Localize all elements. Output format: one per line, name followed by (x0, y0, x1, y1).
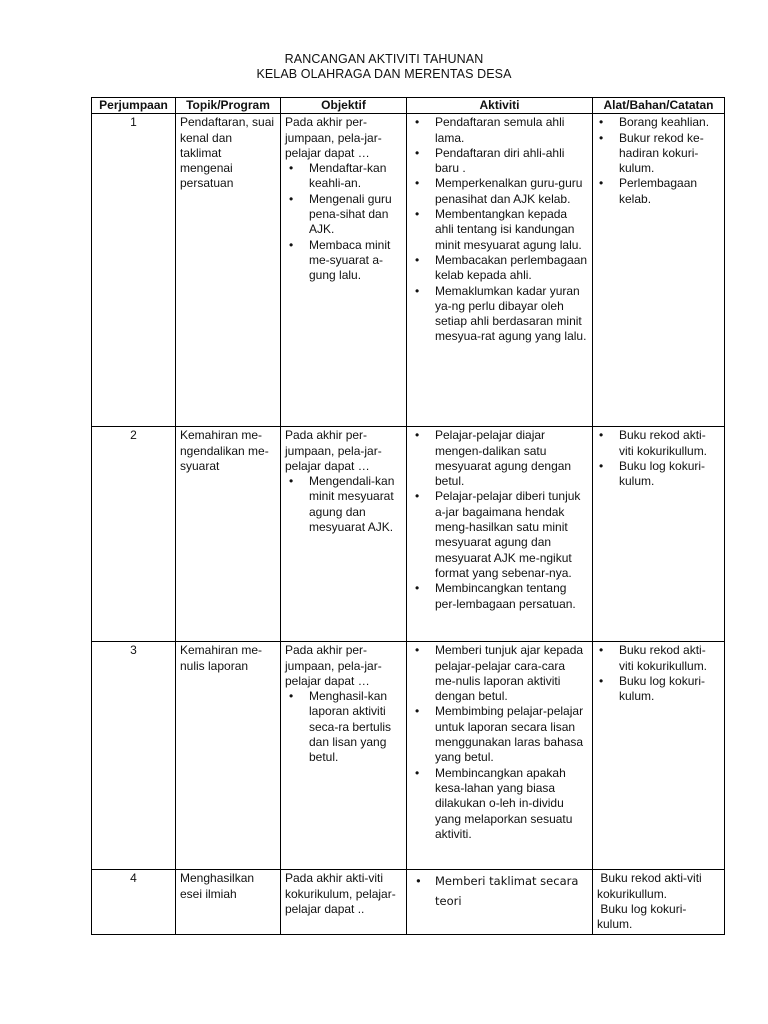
cell-aktiviti (407, 642, 593, 870)
table-row (92, 870, 725, 935)
objektif-intro: Pada akhir per-jumpaan, pela-jar-pelajar dapat … (285, 643, 382, 688)
list-item: • Buku rekod akti-viti kokurikullum. (597, 643, 720, 674)
cell-aktiviti (407, 427, 593, 642)
table-row (92, 114, 725, 427)
cell-alat (593, 114, 725, 427)
header-alat-bahan-catatan: Alat/Bahan/Catatan (593, 98, 725, 114)
list-item: • Membincangkan tentang per-lembagaan persatuan. (411, 581, 588, 612)
cell-perjumpaan: 3 (92, 642, 176, 870)
title-line-1: RANCANGAN AKTIVITI TAHUNAN (284, 52, 484, 66)
title-line-2: KELAB OLAHRAGA DAN MERENTAS DESA (256, 67, 512, 81)
cell-aktiviti (407, 114, 593, 427)
cell-objektif (281, 114, 407, 427)
cell-topik: Pendaftaran, suai kenal dan taklimat mengenai persatuan (176, 114, 281, 427)
cell-perjumpaan: 4 (92, 870, 176, 935)
list-item: • Menghasil-kan laporan aktiviti seca-ra bertulis dan lisan yang betul. (285, 689, 402, 765)
alat-line: Buku rekod akti-viti kokurikullum. (597, 871, 706, 901)
cell-alat (593, 427, 725, 642)
objektif-intro: Pada akhir per-jumpaan, pela-jar-pelajar dapat … (285, 115, 382, 160)
list-item: • Mendaftar-kan keahli-an. (285, 161, 402, 192)
list-item: • Perlembagaan kelab. (597, 176, 720, 207)
header-objektif: Objektif (281, 98, 407, 114)
activity-plan-table (91, 97, 725, 935)
list-item: • Memberi taklimat secara teori (411, 871, 588, 911)
table-header-row (92, 98, 725, 114)
list-item: • Memberi tunjuk ajar kepada pelajar-pelajar cara-cara me-nulis laporan aktiviti dengan betul. (411, 643, 588, 704)
list-item: • Buku rekod akti-viti kokurikullum. (597, 428, 720, 459)
document-title (0, 52, 768, 82)
cell-objektif (281, 642, 407, 870)
list-item: • Memperkenalkan guru-guru penasihat dan AJK kelab. (411, 176, 588, 207)
header-perjumpaan: Perjumpaan (92, 98, 176, 114)
objektif-intro: Pada akhir akti-viti kokurikulum, pelajar-pelajar dapat .. (285, 871, 396, 916)
list-item: • Membimbing pelajar-pelajar untuk laporan secara lisan menggunakan laras bahasa yang betul. (411, 704, 588, 765)
cell-objektif (281, 427, 407, 642)
list-item: • Pendaftaran diri ahli-ahli baru . (411, 146, 588, 177)
list-item: • Borang keahlian. (597, 115, 720, 130)
objektif-list (285, 474, 402, 535)
list-item: • Membaca minit me-syuarat a-gung lalu. (285, 238, 402, 284)
alat-list (597, 115, 720, 207)
cell-topik: Menghasilkan esei ilmiah (176, 870, 281, 935)
cell-topik: Kemahiran me-ngendalikan me-syuarat (176, 427, 281, 642)
objektif-list (285, 689, 402, 765)
table-row (92, 427, 725, 642)
aktiviti-list (411, 115, 588, 344)
list-item: • Buku log kokuri-kulum. (597, 459, 720, 490)
cell-topik: Kemahiran me-nulis laporan (176, 642, 281, 870)
list-item: • Bukur rekod ke-hadiran kokuri-kulum. (597, 131, 720, 177)
header-aktiviti: Aktiviti (407, 98, 593, 114)
list-item: • Mengendali-kan minit mesyuarat agung dan mesyuarat AJK. (285, 474, 402, 535)
list-item: • Memaklumkan kadar yuran ya-ng perlu dibayar oleh setiap ahli berdasaran minit mesyua-rat agung yang lalu. (411, 284, 588, 345)
list-item: • Pelajar-pelajar diajar mengen-dalikan satu mesyuarat agung dengan betul. (411, 428, 588, 489)
list-item: • Pelajar-pelajar diberi tunjuk a-jar bagaimana hendak meng-hasilkan satu minit mesyuarat agung dan mesyuarat AJK me-ngikut format yang sebenar-nya. (411, 489, 588, 581)
cell-alat (593, 870, 725, 935)
list-item: • Buku log kokuri-kulum. (597, 674, 720, 705)
alat-list (597, 643, 720, 704)
cell-aktiviti (407, 870, 593, 935)
alat-list (597, 428, 720, 489)
cell-perjumpaan: 2 (92, 427, 176, 642)
table-row (92, 642, 725, 870)
list-item: • Membentangkan kepada ahli tentang isi kandungan minit mesyuarat agung lalu. (411, 207, 588, 253)
header-topik-program: Topik/Program (176, 98, 281, 114)
aktiviti-list (411, 643, 588, 842)
list-item: • Membacakan perlembagaan kelab kepada ahli. (411, 253, 588, 284)
aktiviti-list (411, 871, 588, 911)
objektif-list (285, 161, 402, 283)
cell-alat (593, 642, 725, 870)
cell-objektif (281, 870, 407, 935)
alat-line: Buku log kokuri-kulum. (597, 901, 687, 932)
objektif-intro: Pada akhir per-jumpaan, pela-jar-pelajar dapat … (285, 428, 382, 473)
list-item: • Membincangkan apakah kesa-lahan yang biasa dilakukan o-leh in-dividu yang melaporkan sesuatu aktiviti. (411, 766, 588, 842)
cell-perjumpaan: 1 (92, 114, 176, 427)
aktiviti-list (411, 428, 588, 612)
list-item: • Pendaftaran semula ahli lama. (411, 115, 588, 146)
list-item: • Mengenali guru pena-sihat dan AJK. (285, 192, 402, 238)
